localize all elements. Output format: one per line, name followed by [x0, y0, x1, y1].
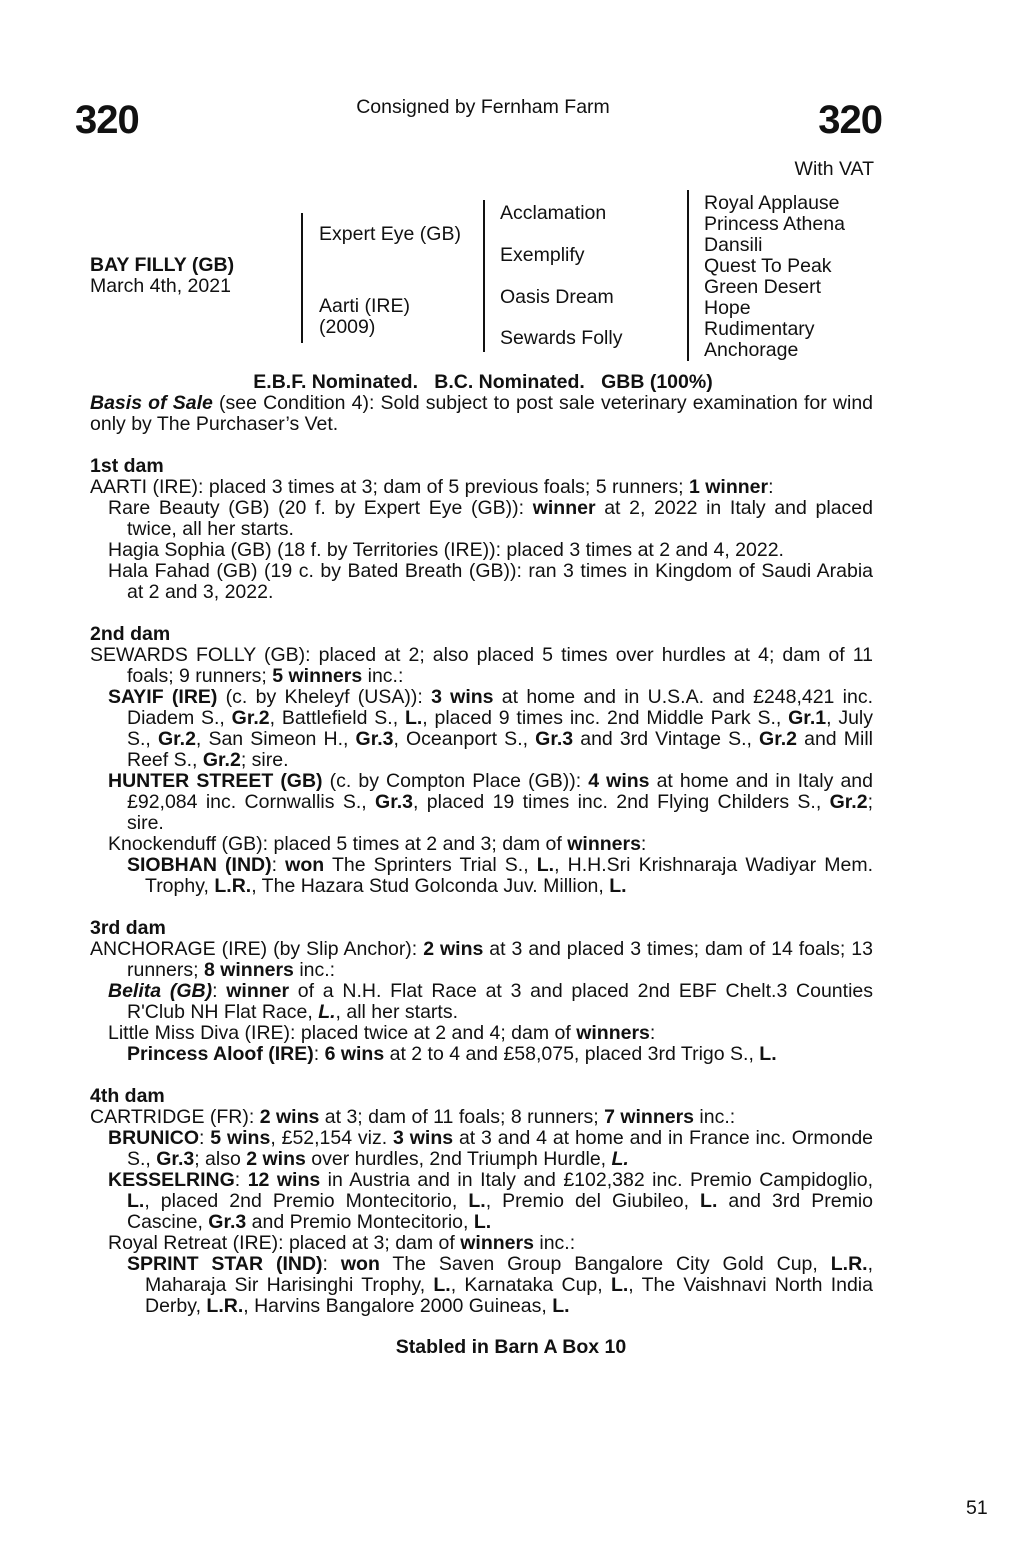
text-run: over hurdles, 2nd Triumph Hurdle,: [305, 1148, 612, 1170]
dam-year: (2009): [319, 316, 376, 338]
text-run: of a N.H. Flat Race at 3 and placed 2nd EBF Chelt.3 Counties R'Club NH Flat Race,: [127, 980, 873, 1023]
emphasis-text: 6 wins: [324, 1043, 385, 1065]
text-run: Little Miss Diva (IRE): placed twice at 2 and 4; dam of: [108, 1022, 577, 1044]
text-run: The Sprinters Trial S.,: [324, 854, 537, 876]
text-run: Knockenduff (GB): placed 5 times at 2 and 3; dam of: [108, 833, 568, 855]
emphasis-text: Gr.1: [788, 707, 827, 729]
dam-entry: [90, 1107, 873, 1128]
text-run: CARTRIDGE (FR):: [90, 1106, 260, 1128]
emphasis-text: Gr.3: [208, 1211, 247, 1233]
text-run: inc.:: [293, 959, 336, 981]
produce-entry: [90, 855, 873, 897]
text-run: , H.H.Sri Krishnaraja Wadiyar Mem. Trophy,: [145, 854, 873, 897]
text-run: (c. by Kheleyf (USA)):: [217, 686, 432, 708]
text-run: :: [768, 476, 774, 498]
ancestor: Princess Athena: [704, 213, 845, 235]
emphasis-text: 2 wins: [246, 1148, 306, 1170]
text-run: :: [640, 833, 647, 855]
text-run: AARTI (IRE): placed 3 times at 3; dam of 5 previous foals; 5 runners;: [90, 476, 689, 498]
text-run: Hagia Sophia (GB) (18 f. by Territories (IRE)): placed 3 times at 2 and 4, 2022.: [108, 539, 784, 561]
text-run: inc.:: [362, 665, 404, 687]
text-run: at home and in Italy and £92,084 inc. Cornwallis S.,: [127, 770, 873, 813]
text-run: and 3rd Premio Cascine,: [127, 1190, 873, 1233]
emphasis-text: won: [340, 1253, 380, 1275]
emphasis-text: Gr.2: [231, 707, 270, 729]
text-run: , placed 2nd Premio Montecitorio,: [144, 1190, 469, 1212]
produce-record: [90, 456, 873, 1317]
emphasis-text: L.: [552, 1295, 570, 1317]
emphasis-text: Gr.3: [156, 1148, 195, 1170]
emphasis-text: L.: [536, 854, 555, 876]
emphasis-text: won: [285, 854, 325, 876]
emphasis-text: L.: [759, 1043, 777, 1065]
section-heading: 4th dam: [90, 1085, 165, 1107]
text-run: SEWARDS FOLLY (GB): placed at 2; also placed 5 times over hurdles at 4; dam of 11 foals; 9 runners;: [90, 644, 873, 687]
text-run: :: [271, 854, 286, 876]
emphasis-text: L.: [468, 1190, 486, 1212]
lot-number-right: 320: [818, 98, 882, 142]
text-run: Royal Retreat (IRE): placed at 3; dam of: [108, 1232, 461, 1254]
text-run: ; also: [194, 1148, 247, 1170]
emphasis-text: 3 wins: [431, 686, 494, 708]
emphasis-text: winner: [226, 980, 290, 1002]
section-heading: 2nd dam: [90, 623, 171, 645]
text-run: :: [212, 980, 227, 1002]
emphasis-text: Basis of Sale: [90, 392, 213, 414]
emphasis-text: 1 winner: [689, 476, 769, 498]
emphasis-text: 3 wins: [393, 1127, 454, 1149]
text-run: (see Condition 4): Sold subject to post sale veterinary examination for wind only by The Purchaser’s Vet.: [90, 392, 874, 435]
ancestor: Rudimentary: [704, 318, 815, 340]
text-run: at 2, 2022 in Italy and placed twice, all her starts.: [127, 497, 873, 540]
produce-entry: [90, 1233, 873, 1254]
emphasis-text: L.: [127, 1190, 145, 1212]
basis-of-sale: [90, 393, 873, 435]
emphasis-text: L.R.: [830, 1253, 868, 1275]
emphasis-text: SAYIF (IRE): [108, 686, 218, 708]
emphasis-text: L.: [473, 1211, 492, 1233]
text-run: :: [199, 1127, 211, 1149]
pedigree-divider: [301, 213, 303, 343]
emphasis-text: winner: [532, 497, 596, 519]
produce-entry: [90, 1023, 873, 1044]
emphasis-text: winners: [460, 1232, 534, 1254]
text-run: Hala Fahad (GB) (19 c. by Bated Breath (GB)): ran 3 times in Kingdom of Saudi Arabia at 2 and 3, 2022.: [108, 560, 873, 603]
text-run: and Mill Reef S.,: [127, 728, 873, 771]
pedigree-divider: [483, 200, 485, 352]
consignor: Consigned by Fernham Farm: [356, 96, 610, 118]
ancestor: Anchorage: [704, 339, 799, 361]
emphasis-text: Belita (GB): [108, 980, 213, 1002]
text-run: inc.:: [694, 1106, 736, 1128]
emphasis-text: 8 winners: [203, 959, 294, 981]
text-run: ANCHORAGE (IRE) (by Slip Anchor):: [90, 938, 424, 960]
emphasis-text: 2 wins: [423, 938, 484, 960]
emphasis-text: Gr.3: [355, 728, 394, 750]
produce-entry: [90, 540, 873, 561]
emphasis-text: L.R.: [206, 1295, 244, 1317]
grandsire: Acclamation: [500, 202, 607, 224]
lot-number-left: 320: [75, 98, 139, 142]
sire: Expert Eye (GB): [319, 223, 461, 245]
dam-entry: [90, 645, 873, 687]
emphasis-text: winners: [576, 1022, 650, 1044]
emphasis-text: 5 wins: [210, 1127, 271, 1149]
text-run: , July S.,: [127, 707, 873, 750]
produce-entry: [90, 1128, 873, 1170]
page-number: 51: [966, 1497, 988, 1519]
emphasis-text: Gr.2: [759, 728, 797, 750]
emphasis-text: HUNTER STREET (GB): [108, 770, 323, 792]
emphasis-text: L.R.: [214, 875, 252, 897]
emphasis-text: L.: [433, 1274, 451, 1296]
text-run: :: [313, 1043, 325, 1065]
dam-entry: [90, 939, 873, 981]
text-run: , San Simeon H.,: [195, 728, 356, 750]
emphasis-text: KESSELRING: [108, 1169, 235, 1191]
text-run: , £52,154 viz.: [270, 1127, 394, 1149]
text-run: , Premio del Giubileo,: [485, 1190, 701, 1212]
ancestor: Hope: [704, 297, 751, 319]
emphasis-text: L.: [611, 1148, 629, 1170]
produce-entry: [90, 834, 873, 855]
emphasis-text: 2 wins: [259, 1106, 320, 1128]
emphasis-text: L.: [404, 707, 423, 729]
text-run: :: [234, 1169, 248, 1191]
produce-entry: [90, 981, 873, 1023]
section-heading: 3rd dam: [90, 917, 166, 939]
text-run: at 2 to 4 and £58,075, placed 3rd Trigo S.,: [384, 1043, 760, 1065]
text-run: at 3; dam of 11 foals; 8 runners;: [319, 1106, 605, 1128]
text-run: and 3rd Vintage S.,: [573, 728, 760, 750]
horse-name: BAY FILLY (GB): [90, 254, 235, 276]
emphasis-text: Gr.3: [535, 728, 574, 750]
emphasis-text: Gr.3: [375, 791, 413, 813]
text-run: :: [322, 1253, 341, 1275]
text-run: at 3 and 4 at home and in France inc. Ormonde S.,: [127, 1127, 874, 1170]
text-run: in Austria and in Italy and £102,382 inc. Premio Campidoglio,: [320, 1169, 874, 1191]
nominations: E.B.F. Nominated. B.C. Nominated. GBB (100%): [253, 371, 713, 393]
text-run: and Premio Montecitorio,: [246, 1211, 474, 1233]
text-run: , placed 19 times inc. 2nd Flying Childers S.,: [413, 791, 830, 813]
text-run: (c. by Compton Place (GB)):: [322, 770, 589, 792]
text-run: , Oceanport S.,: [393, 728, 536, 750]
granddam: Exemplify: [500, 244, 585, 266]
text-run: , Maharaja Sir Harisinghi Trophy,: [145, 1253, 873, 1296]
emphasis-text: L.: [609, 875, 627, 897]
text-run: at home and in U.S.A. and £248,421 inc. Diadem S.,: [127, 686, 874, 729]
emphasis-text: SPRINT STAR (IND): [127, 1253, 323, 1275]
text-run: Rare Beauty (GB) (20 f. by Expert Eye (GB)):: [108, 497, 533, 519]
text-run: , placed 9 times inc. 2nd Middle Park S.,: [422, 707, 789, 729]
text-run: The Saven Group Bangalore City Gold Cup,: [379, 1253, 831, 1275]
text-run: , Karnataka Cup,: [450, 1274, 611, 1296]
produce-entry: [90, 1170, 873, 1233]
text-run: ; sire.: [127, 791, 873, 834]
text-run: inc.:: [533, 1232, 576, 1254]
produce-entry: [90, 687, 873, 771]
text-run: , The Vaishnavi North India Derby,: [145, 1274, 873, 1317]
produce-entry: [90, 771, 873, 834]
emphasis-text: 12 wins: [247, 1169, 321, 1191]
second-dam: Sewards Folly: [500, 327, 623, 349]
text-run: ; sire.: [240, 749, 289, 771]
emphasis-text: winners: [567, 833, 641, 855]
emphasis-text: 4 wins: [588, 770, 650, 792]
ancestor: Green Desert: [704, 276, 822, 298]
ancestor: Quest To Peak: [704, 255, 832, 277]
foaling-date: March 4th, 2021: [90, 275, 231, 297]
text-run: , The Hazara Stud Golconda Juv. Million,: [251, 875, 610, 897]
emphasis-text: L.: [610, 1274, 629, 1296]
stabling-info: Stabled in Barn A Box 10: [395, 1336, 627, 1358]
emphasis-text: SIOBHAN (IND): [127, 854, 272, 876]
text-run: :: [649, 1022, 656, 1044]
emphasis-text: L.: [318, 1001, 336, 1023]
dam-entry: [90, 477, 873, 498]
pedigree-divider: [687, 190, 689, 361]
ancestor: Dansili: [704, 234, 763, 256]
section-heading: 1st dam: [90, 455, 164, 477]
text-run: , Harvins Bangalore 2000 Guineas,: [243, 1295, 553, 1317]
produce-entry: [90, 1044, 873, 1065]
emphasis-text: Princess Aloof (IRE): [127, 1043, 314, 1065]
emphasis-text: Gr.2: [202, 749, 241, 771]
dam: Aarti (IRE): [319, 295, 411, 317]
text-run: at 3 and placed 3 times; dam of 14 foals; 13 runners;: [127, 938, 873, 981]
emphasis-text: L.: [700, 1190, 718, 1212]
text-run: , all her starts.: [335, 1001, 459, 1023]
vat-status: With VAT: [794, 158, 874, 180]
text-run: , Battlefield S.,: [269, 707, 405, 729]
produce-entry: [90, 561, 873, 603]
damsire: Oasis Dream: [500, 286, 614, 308]
emphasis-text: Gr.2: [829, 791, 868, 813]
ancestor: Royal Applause: [704, 192, 840, 214]
emphasis-text: 5 winners: [272, 665, 363, 687]
emphasis-text: 7 winners: [604, 1106, 695, 1128]
emphasis-text: Gr.2: [157, 728, 196, 750]
produce-entry: [90, 1254, 873, 1317]
produce-entry: [90, 498, 873, 540]
emphasis-text: BRUNICO: [108, 1127, 199, 1149]
